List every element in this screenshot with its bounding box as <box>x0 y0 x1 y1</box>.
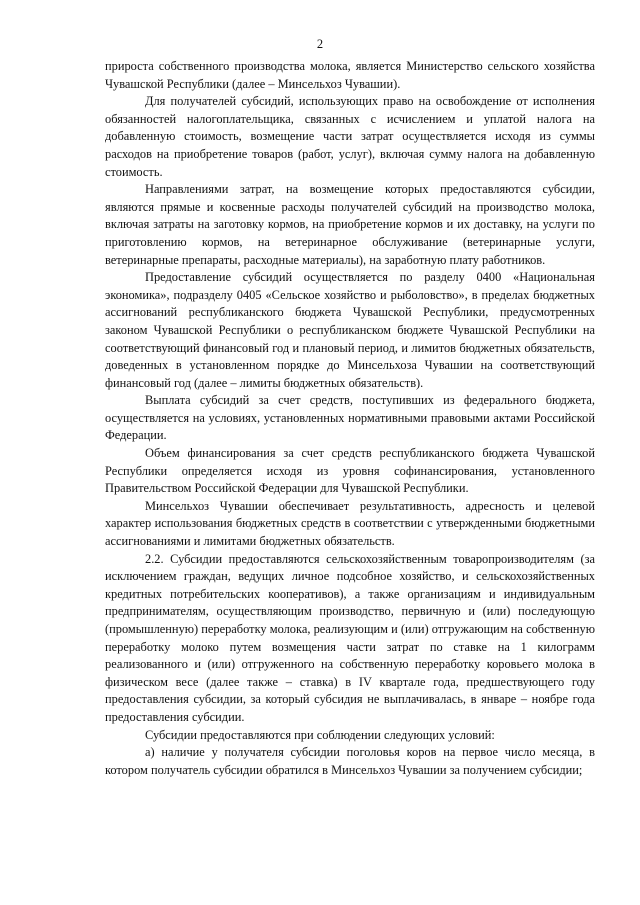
paragraph: прироста собственного производства молока, является Министерство сельского хозяйства Чувашской Республики (далее – Минсельхоз Чувашии). <box>105 59 595 91</box>
paragraph: Выплата субсидий за счет средств, поступивших из федерального бюджета, осуществляется на условиях, установленных нормативными правовыми актами Российской Федерации. <box>105 393 595 443</box>
paragraph: Направлениями затрат, на возмещение которых предоставляются субсидии, являются прямые и косвенные расходы получателей субсидий на производство молока, включая затраты на заготовку кормов, на приобретение кормов и их доставку, на услуги по приготовлению кормов, на ветеринарное обслуживание (ветеринарные услуги, ветеринарные препараты, расходные материалы), на заработную плату работников. <box>105 182 595 267</box>
paragraph: Предоставление субсидий осуществляется по разделу 0400 «Национальная экономика», подразделу 0405 «Сельское хозяйство и рыболовство», в пределах бюджетных ассигнований республиканского бюджета Чувашской Республики, предусмотренных законом Чувашской Республики о республиканском бюджете Чувашской Республики на соответствующий финансовый год и плановый период, и лимитов бюджетных обязательств, доведенных в установленном порядке до Минсельхоза Чувашии на соответствующий финансовый год (далее – лимиты бюджетных обязательств). <box>105 270 595 390</box>
paragraph: а) наличие у получателя субсидии поголовья коров на первое число месяца, в котором получатель субсидии обратился в Минсельхоз Чувашии за получением субсидии; <box>105 745 595 777</box>
paragraph: 2.2. Субсидии предоставляются сельскохозяйственным товаропроизводителям (за исключением граждан, ведущих личное подсобное хозяйство, и сельскохозяйственных кредитных потребительских кооперативов), а также организациям и индивидуальным предпринимателям, осуществляющим производство, первичную и (или) последующую (промышленную) переработку молока, реализующим и (или) отгружающим на собственную переработку молоко путем возмещения части затрат по ставке на 1 килограмм реализованного и (или) отгруженного на собственную переработку коровьего молока в физическом весе (далее также – ставка) в IV квартале года, предшествующего году предоставления субсидии, за который субсидия не выплачивалась, в январе – ноябре года предоставления субсидии. <box>105 551 595 724</box>
paragraph: Объем финансирования за счет средств республиканского бюджета Чувашской Республики определяется исходя из уровня софинансирования, установленного Правительством Российской Федерации для Чувашской Республики. <box>105 446 595 496</box>
page-number: 2 <box>316 37 324 51</box>
paragraph: Минсельхоз Чувашии обеспечивает результативность, адресность и целевой характер использования бюджетных средств в соответствии с утвержденными бюджетными ассигнованиями и лимитами бюджетных обязательств. <box>105 498 595 549</box>
paragraph: Для получателей субсидий, использующих право на освобождение от исполнения обязанностей налогоплательщика, связанных с исчислением и уплатой налога на добавленную стоимость, возмещение части затрат осуществляется исходя из суммы расходов на приобретение товаров (работ, услуг), включая сумму налога на добавленную стоимость. <box>105 94 595 179</box>
paragraph: Субсидии предоставляются при соблюдении следующих условий: <box>145 727 495 742</box>
document-body <box>105 58 595 779</box>
